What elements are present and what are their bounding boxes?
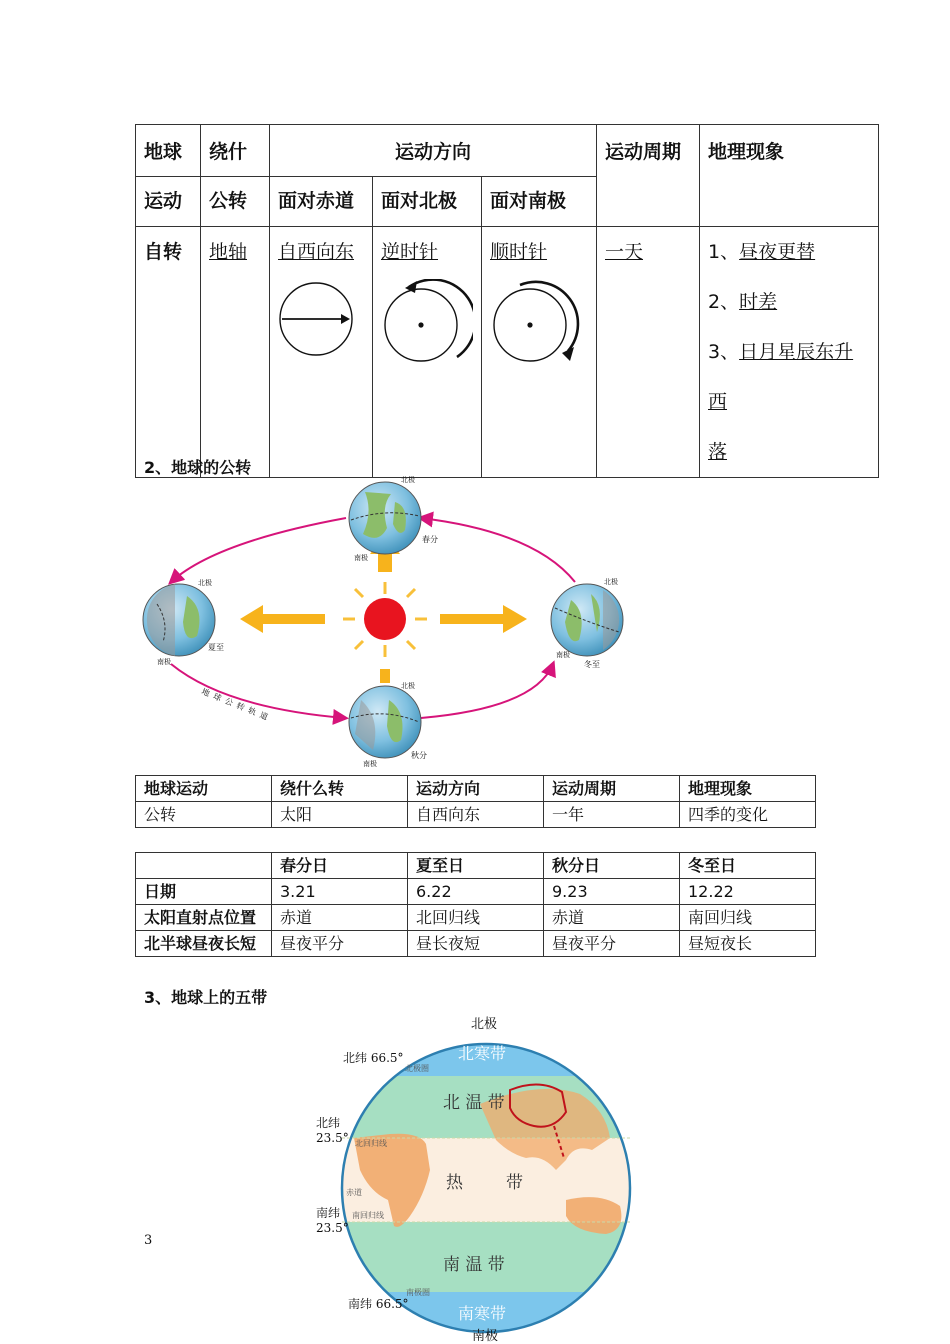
revolution-cell: 太阳: [272, 802, 408, 828]
revolution-header-cell: 绕什么转: [272, 776, 408, 802]
globe-spring: [349, 482, 421, 554]
season-cell: 12.22: [680, 879, 816, 905]
seasons-table: [135, 852, 816, 957]
orbit-diagram: [135, 472, 635, 772]
arrow-right: [440, 605, 527, 633]
cell-period: 一天: [597, 227, 700, 478]
zone-north-frigid: 北寒带: [458, 1044, 507, 1063]
revolution-header-cell: 地球运动: [136, 776, 272, 802]
season-header-cell: 春分日: [272, 853, 408, 879]
label-north-spring: 北极: [401, 476, 415, 484]
header-around: 绕什: [201, 125, 270, 177]
season-cell: 3.21: [272, 879, 408, 905]
season-cell: 昼短夜长: [680, 931, 816, 957]
season-row-label: 日期: [136, 879, 272, 905]
header-phenomena: 地理现象: [700, 125, 879, 227]
header-period: 运动周期: [597, 125, 700, 227]
header-face-south: 面对南极: [482, 177, 597, 227]
season-header-cell: [136, 853, 272, 879]
cell-phenomena: 1、昼夜更替 2、时差 3、日月星辰东升西 落: [700, 227, 879, 478]
season-header-cell: 夏至日: [408, 853, 544, 879]
season-cell: 昼长夜短: [408, 931, 544, 957]
north-view-diagram: [381, 279, 473, 365]
rotation-table: [135, 124, 879, 478]
header-face-north: 面对北极: [373, 177, 482, 227]
label-winter: 冬至: [584, 660, 600, 669]
cell-equator: 自西向东: [270, 227, 373, 478]
label-summer: 夏至: [208, 643, 224, 652]
arrow-down-stub: [380, 669, 390, 683]
season-cell: 9.23: [544, 879, 680, 905]
season-row-label: 北半球昼夜长短: [136, 931, 272, 957]
label-south-autumn: 南极: [363, 760, 377, 768]
header-around-2: 公转: [201, 177, 270, 227]
label-tropic-capricorn: 南回归线: [352, 1211, 384, 1220]
header-motion: 地球: [136, 125, 201, 177]
label-lat-66s: 南纬 66.5°: [348, 1297, 409, 1311]
label-equator: 赤道: [346, 1188, 362, 1197]
label-autumn: 秋分: [411, 751, 427, 760]
label-south-pole: 南极: [472, 1329, 499, 1344]
label-south-winter: 南极: [556, 651, 570, 659]
season-cell: 昼夜平分: [544, 931, 680, 957]
section-3-title: 3、地球上的五带: [144, 988, 268, 1007]
header-motion-2: 运动: [136, 177, 201, 227]
label-north-autumn: 北极: [401, 682, 415, 690]
header-face-equator: 面对赤道: [270, 177, 373, 227]
label-arctic-circle: 北极圈: [405, 1064, 429, 1073]
label-north-pole: 北极: [471, 1017, 498, 1032]
label-tropic-cancer: 北回归线: [355, 1139, 387, 1148]
label-lat-23s: 南纬 23.5°: [316, 1206, 349, 1235]
season-header-cell: 秋分日: [544, 853, 680, 879]
page-number: 3: [144, 1233, 153, 1248]
header-direction: 运动方向: [270, 125, 597, 177]
label-south-spring: 南极: [354, 554, 368, 562]
revolution-header-cell: 运动周期: [544, 776, 680, 802]
revolution-cell: 公转: [136, 802, 272, 828]
label-north-winter: 北极: [604, 578, 618, 586]
label-lat-66n: 北纬 66.5°: [343, 1051, 404, 1065]
label-antarctic-circle: 南极圈: [406, 1288, 430, 1297]
cell-south: 顺时针: [482, 227, 597, 478]
label-spring: 春分: [422, 535, 438, 544]
label-north-summer: 北极: [198, 579, 212, 587]
globe-autumn: [349, 686, 421, 758]
zone-tropical-1: 热: [446, 1173, 463, 1193]
section-2-title: 2、地球的公转: [144, 458, 252, 477]
cell-north: 逆时针: [373, 227, 482, 478]
season-cell: 赤道: [272, 905, 408, 931]
season-row-label: 太阳直射点位置: [136, 905, 272, 931]
season-cell: 昼夜平分: [272, 931, 408, 957]
season-cell: 南回归线: [680, 905, 816, 931]
season-cell: 赤道: [544, 905, 680, 931]
label-south-summer: 南极: [157, 658, 171, 666]
season-header-cell: 冬至日: [680, 853, 816, 879]
revolution-table: [135, 775, 816, 828]
label-lat-23n: 北纬 23.5°: [316, 1116, 349, 1145]
zone-tropical-2: 带: [506, 1173, 523, 1193]
revolution-header-cell: 地理现象: [680, 776, 816, 802]
orbit-path-label: 地 球 公 转 轨 道: [200, 686, 271, 723]
south-view-diagram: [490, 279, 586, 365]
cell-motion: 自转: [136, 227, 201, 478]
cell-around: 地轴: [201, 227, 270, 478]
globe-summer: [143, 584, 215, 656]
revolution-cell: 四季的变化: [680, 802, 816, 828]
arrow-left: [240, 605, 325, 633]
revolution-header-cell: 运动方向: [408, 776, 544, 802]
season-cell: 北回归线: [408, 905, 544, 931]
equator-view-diagram: [278, 281, 358, 361]
zone-south-temperate: 南 温 带: [443, 1255, 505, 1275]
revolution-cell: 一年: [544, 802, 680, 828]
sun: [364, 598, 406, 640]
globe-winter: [551, 584, 623, 656]
zone-south-frigid: 南寒带: [458, 1304, 507, 1323]
season-cell: 6.22: [408, 879, 544, 905]
revolution-cell: 自西向东: [408, 802, 544, 828]
zone-north-temperate: 北 温 带: [443, 1093, 505, 1113]
